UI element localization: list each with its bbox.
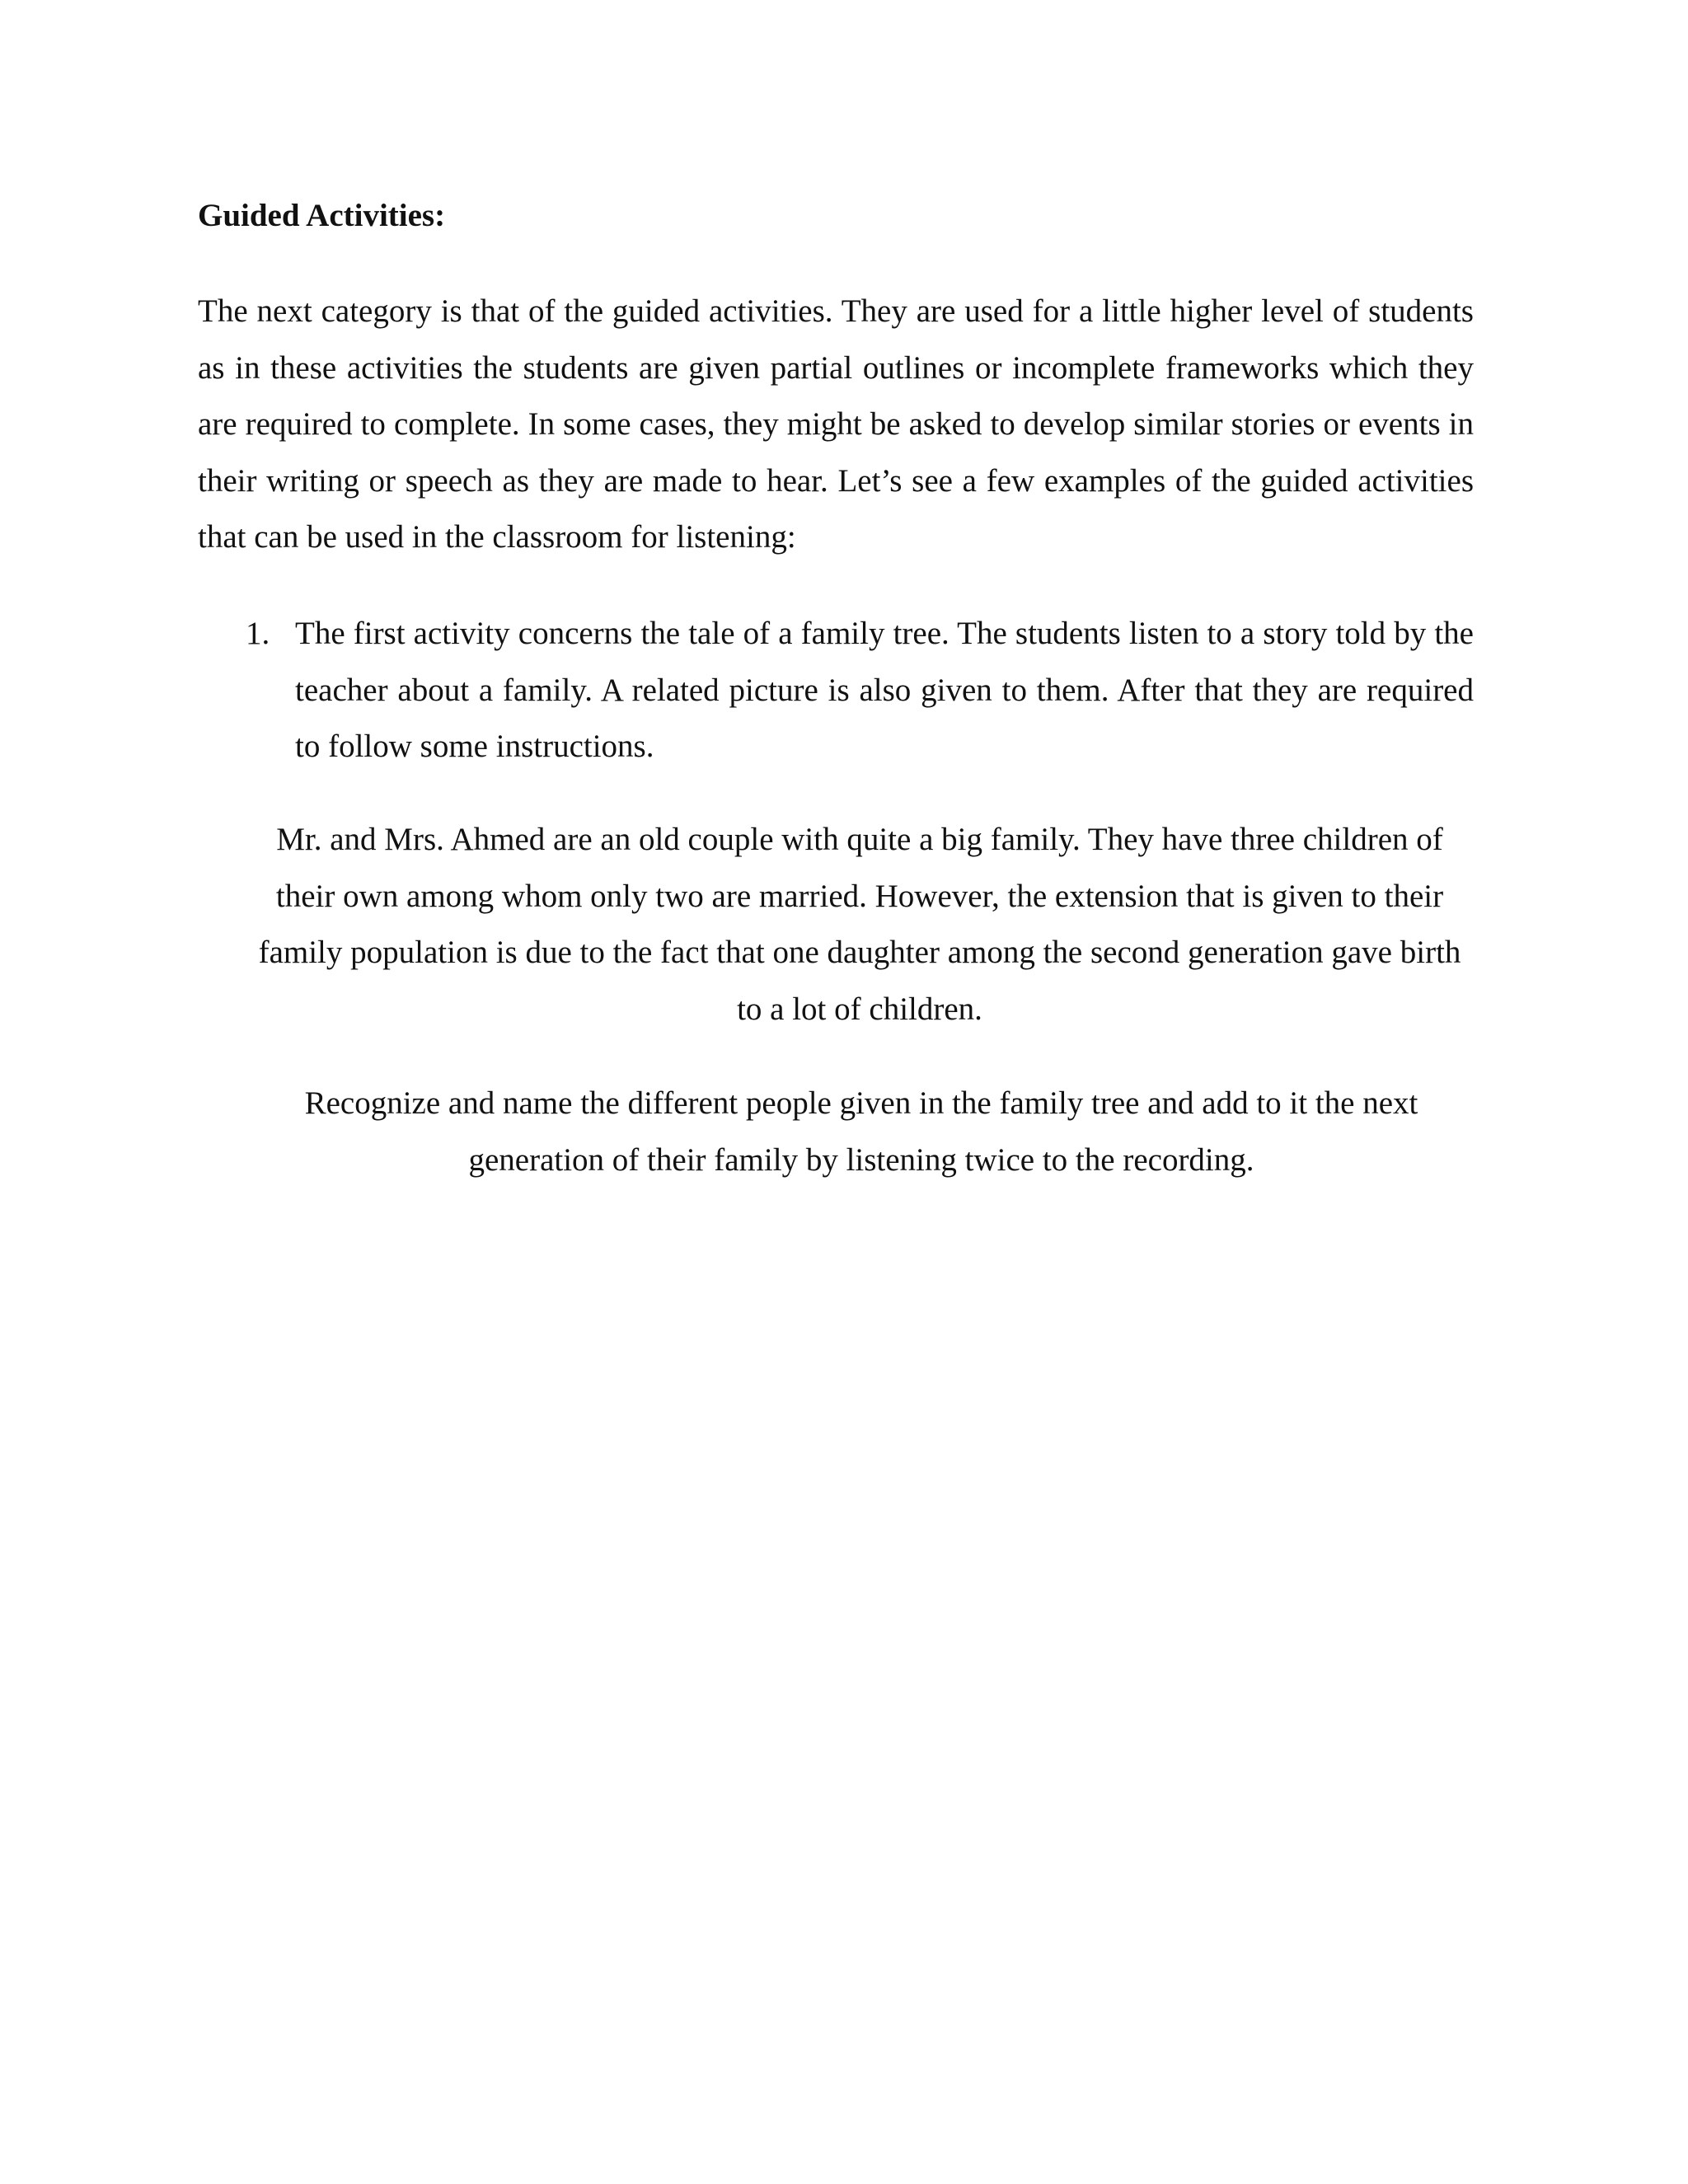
- instruction-paragraph: Recognize and name the different people given in the family tree and add to it the next generation of their family by listening twice to the recording.: [304, 1085, 1418, 1178]
- list-item-number: 1.: [246, 616, 270, 651]
- section-heading: Guided Activities:: [198, 198, 446, 233]
- story-paragraph: Mr. and Mrs. Ahmed are an old couple with quite a big family. They have three children of their own among whom only two are married. However, the extension that is given to their family population is due to the fact that one daughter among the second generation gave birth to a lot of children.: [258, 822, 1461, 1027]
- list-item: [198, 606, 1474, 776]
- intro-paragraph: The next category is that of the guided activities. They are used for a little higher level of students as in these activities the students are given partial outlines or incomplete frameworks which they are required to complete. In some cases, they might be asked to develop similar stories or events in their writing or speech as they are made to hear. Let’s see a few examples of the guided activities that can be used in the classroom for listening:: [198, 293, 1474, 555]
- list-item-text: The first activity concerns the tale of a family tree. The students listen to a story told by the teacher about a family. A related picture is also given to them. After that they are required to follow some instructions.: [295, 616, 1474, 764]
